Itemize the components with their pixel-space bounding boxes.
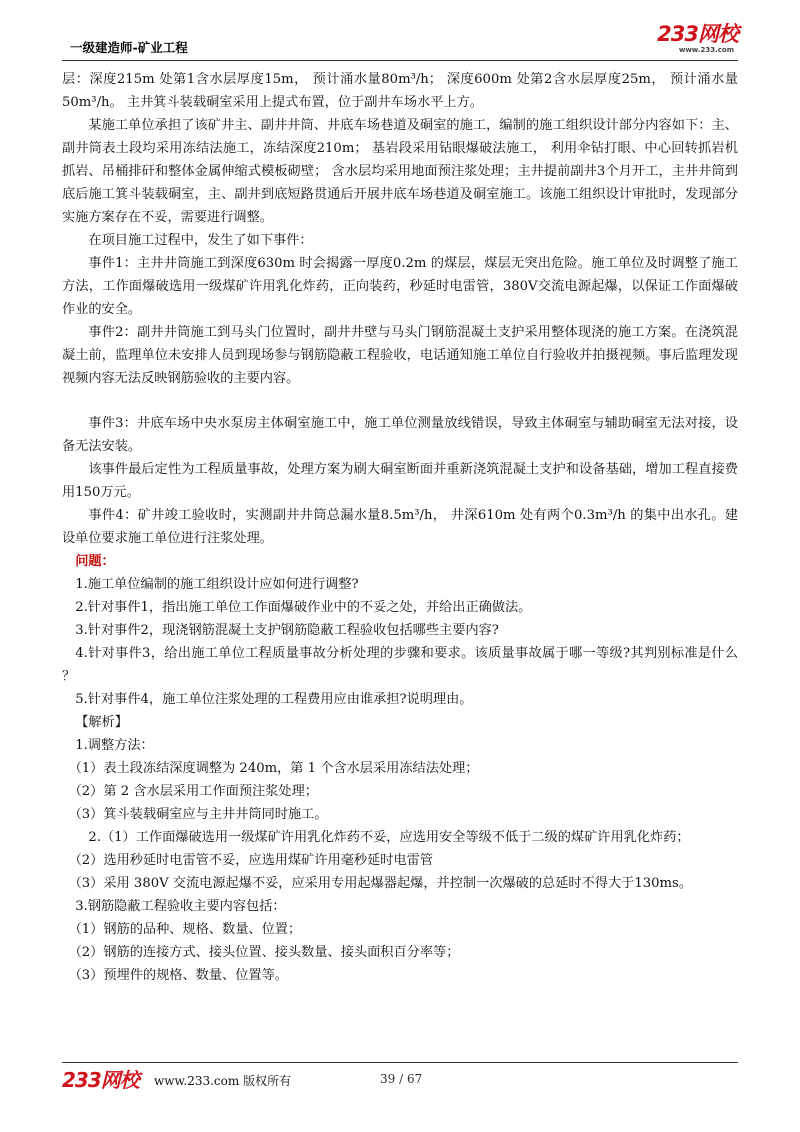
paragraph: 层：深度215m 处第1含水层厚度15m， 预计涌水量80m³/h； 深度600m 处第2含水层厚度25m， 预计涌水量50m³/h。 主井箕斗装载硐室采用上提式布置，位于副井车场水平上方。 (62, 72, 738, 110)
analysis-title: 1.调整方法： (75, 738, 154, 753)
analysis-item: （1）钢筋的品种、规格、数量、位置； (68, 922, 302, 937)
event-paragraph: 事件4：矿井竣工验收时，实测副井井筒总漏水量8.5m³/h， 井深610m 处有两个0.3m³/h 的集中出水孔。建设单位要求施工单位进行注浆处理。 (62, 508, 738, 546)
page-header (62, 22, 738, 58)
question-item: 2.针对事件1，指出施工单位工作面爆破作业中的不妥之处，并给出正确做法。 (75, 600, 532, 615)
brand-logo-text: 233网校 (657, 22, 738, 46)
document-body (62, 68, 738, 987)
event-paragraph: 事件1：主井井筒施工到深度630m 时会揭露一厚度0.2m 的煤层，煤层无突出危险。施工单位及时调整了施工方法，工作面爆破选用一级煤矿许用乳化炸药，正向装药，秒延时电雷管，380V交流电源起爆，以保证工作面爆破作业的安全。 (62, 256, 738, 317)
page-number: 39 / 67 (380, 1072, 423, 1086)
question-item: 1.施工单位编制的施工组织设计应如何进行调整? (75, 577, 359, 592)
question-item: 3.针对事件2，现浇钢筋混凝土支护钢筋隐蔽工程验收包括哪些主要内容? (75, 623, 499, 638)
brand-logo (618, 22, 738, 58)
analysis-item: （1）表土段冻结深度调整为 240m，第 1 个含水层采用冻结法处理； (68, 761, 479, 776)
question-item: 4.针对事件3，给出施工单位工程质量事故分析处理的步骤和要求。该质量事故属于哪一等级?其判别标准是什么 ？ (62, 646, 738, 684)
event-paragraph: 事件3：井底车场中央水泵房主体硐室施工中，施工单位测量放线错误，导致主体硐室与辅助硐室无法对接，设备无法安装。 (62, 416, 738, 454)
analysis-item: （3）箕斗装载硐室应与主井井筒同时施工。 (68, 807, 328, 822)
analysis-item: （2）选用秒延时电雷管不妥，应选用煤矿许用毫秒延时电雷管 (68, 853, 434, 868)
header-divider (62, 60, 738, 61)
questions-heading: 问题： (75, 554, 115, 569)
analysis-item: 2.（1）工作面爆破选用一级煤矿许用乳化炸药不妥，应选用安全等级不低于二级的煤矿许用乳化炸药； (88, 830, 690, 845)
analysis-item: （2）钢筋的连接方式、接头位置、接头数量、接头面积百分率等； (68, 945, 460, 960)
question-item: 5.针对事件4，施工单位注浆处理的工程费用应由谁承担?说明理由。 (75, 692, 473, 707)
analysis-item: （3）预埋件的规格、数量、位置等。 (68, 968, 288, 983)
footer-divider (62, 1062, 738, 1063)
footer-logo: 233网校 (62, 1068, 139, 1092)
page-footer (62, 1066, 738, 1094)
analysis-heading: 【解析】 (75, 715, 128, 730)
footer-copyright: www.233.com 版权所有 (154, 1074, 292, 1088)
analysis-title: 3.钢筋隐蔽工程验收主要内容包括： (75, 899, 286, 914)
header-title: 一级建造师-矿业工程 (70, 40, 188, 55)
analysis-item: （3）采用 380V 交流电源起爆不妥，应采用专用起爆器起爆，并控制一次爆破的总延时不得大于130ms。 (68, 876, 693, 891)
brand-logo-site: www.233.com (678, 46, 734, 54)
event-paragraph: 事件2：副井井筒施工到马头门位置时，副井井壁与马头门钢筋混凝土支护采用整体现浇的施工方案。在浇筑混凝土前，监理单位未安排人员到现场参与钢筋隐蔽工程验收，电话通知施工单位自行验收并拍摄视频。事后监理发现视频内容无法反映钢筋验收的主要内容。 (62, 325, 738, 386)
analysis-item: （2）第 2 含水层采用工作面预注浆处理； (68, 784, 318, 799)
paragraph: 在项目施工过程中，发生了如下事件： (88, 233, 313, 248)
paragraph: 某施工单位承担了该矿井主、副井井筒、井底车场巷道及硐室的施工，编制的施工组织设计部分内容如下：主、副井筒表土段均采用冻结法施工，冻结深度210m； 基岩段采用钻眼爆破法施工， 利用伞钻打眼、中心回转抓岩机抓岩、吊桶排矸和整体金属伸缩式模板砌壁； 含水层均采用地面预注浆处理；主井提前副井3个月开工，主井井筒到底后施工箕斗装载硐室，主、副井到底短路贯通后开展井底车场巷道及硐室施工。该施工组织设计审批时，发现部分实施方案存在不妥，需要进行调整。 (62, 118, 738, 225)
paragraph: 该事件最后定性为工程质量事故，处理方案为刷大硐室断面并重新浇筑混凝土支护和设备基础，增加工程直接费用150万元。 (62, 462, 738, 500)
